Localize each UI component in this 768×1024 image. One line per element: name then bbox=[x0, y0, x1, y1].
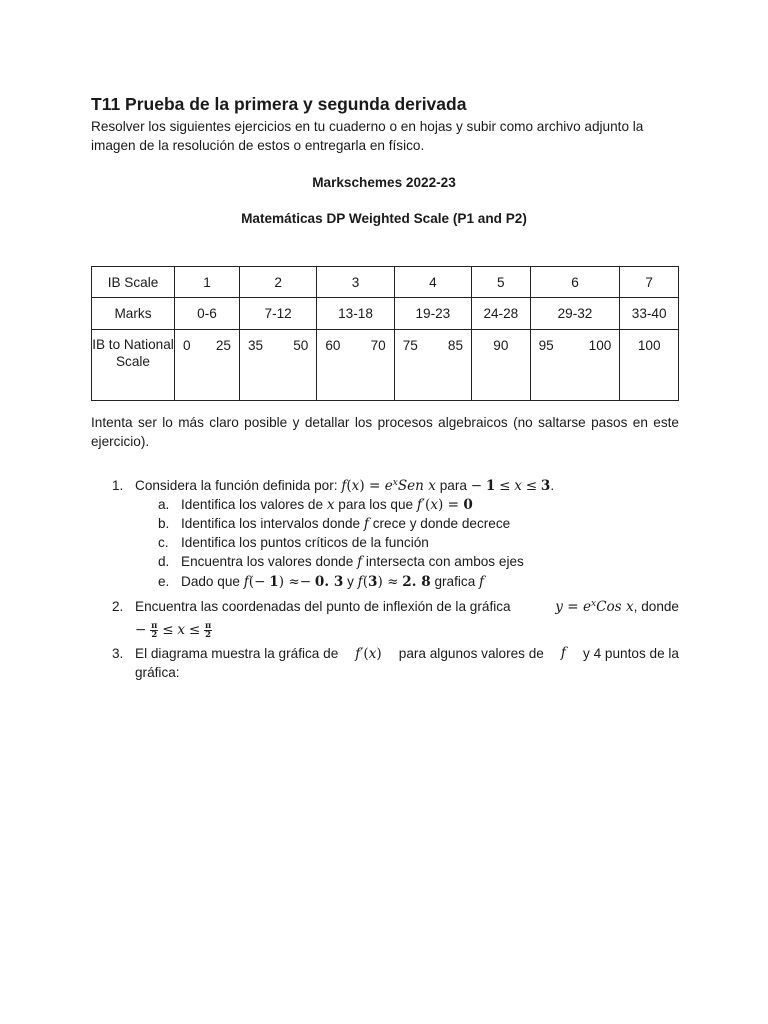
list-letter: c. bbox=[158, 535, 169, 550]
range-low: 60 bbox=[325, 338, 341, 353]
table-cell: 6 bbox=[530, 267, 620, 298]
row-header-national-scale: IB to National Scale bbox=[92, 330, 175, 401]
table-cell: 5 bbox=[472, 267, 531, 298]
list-number: 3. bbox=[112, 646, 124, 661]
text-fragment: El diagrama muestra la gráfica de bbox=[135, 646, 339, 661]
table-cell: 1 bbox=[175, 267, 240, 298]
table-cell bbox=[530, 330, 620, 401]
table-cell bbox=[175, 330, 240, 401]
list-letter: d. bbox=[158, 554, 170, 569]
text-fragment: para bbox=[435, 478, 471, 493]
text-fragment: Considera la función definida por: bbox=[135, 478, 342, 493]
range-high: 85 bbox=[447, 338, 464, 353]
text-fragment: crece y donde decrece bbox=[368, 516, 511, 531]
table-cell: 2 bbox=[239, 267, 316, 298]
range-low: 0 bbox=[183, 338, 191, 353]
text-fragment: grafica bbox=[430, 574, 480, 589]
exercise-text: Identifica los puntos críticos de la función bbox=[181, 535, 429, 550]
table-cell: 0-6 bbox=[175, 298, 240, 330]
exercise-text: Dado que f(− 1) ≈− 0. 3 y f(3) ≈ 2. 8 grafica f bbox=[181, 574, 485, 590]
table-cell: 3 bbox=[317, 267, 394, 298]
grading-scale-table bbox=[91, 266, 679, 401]
table-cell: 4 bbox=[394, 267, 471, 298]
text-fragment: , donde bbox=[633, 599, 679, 614]
range-high: 100 bbox=[588, 338, 612, 353]
text-fragment: para los que bbox=[334, 497, 417, 512]
list-letter: e. bbox=[158, 574, 170, 589]
range-low: 75 bbox=[402, 338, 418, 353]
list-number: 1. bbox=[112, 478, 124, 493]
range-low: 95 bbox=[538, 338, 554, 353]
exercise-text: Identifica los valores de x para los que f′(x) = 0 bbox=[181, 497, 473, 513]
table-cell bbox=[317, 330, 394, 401]
text-fragment: Identifica los intervalos donde bbox=[181, 516, 364, 531]
text-fragment: Encuentra las coordenadas del punto de inflexión de la gráfica bbox=[135, 599, 511, 614]
text-fragment: Identifica los valores de bbox=[181, 497, 327, 512]
table-cell bbox=[239, 330, 316, 401]
table-cell: 7 bbox=[620, 267, 679, 298]
exercise-text bbox=[135, 597, 679, 617]
list-letter: a. bbox=[158, 497, 170, 512]
range-high: 50 bbox=[293, 338, 309, 353]
range-high: 25 bbox=[215, 338, 231, 353]
table-row bbox=[92, 267, 679, 298]
row-header-ib-scale: IB Scale bbox=[92, 267, 175, 298]
formula: f′(x) bbox=[355, 646, 382, 662]
formula: f bbox=[560, 645, 566, 661]
formula: $y = e^xCos$ x, donde bbox=[555, 599, 679, 615]
list-letter: b. bbox=[158, 516, 170, 531]
table-cell: 19-23 bbox=[394, 298, 471, 330]
intro-text: Resolver los siguientes ejercicios en tu cuaderno o en hojas y subir como archivo adjunto la imagen de la resolución de estos o entregarla en físico. bbox=[91, 119, 644, 153]
exercise-2-domain: − $\frac{\pi}{2}$ ≤ x ≤ $\frac{\pi}{2}$ bbox=[135, 620, 212, 640]
table-cell bbox=[394, 330, 471, 401]
table-cell: 7-12 bbox=[239, 298, 316, 330]
weighted-scale-heading: Matemáticas DP Weighted Scale (P1 and P2) bbox=[241, 211, 527, 226]
list-number: 2. bbox=[112, 599, 124, 614]
table-cell: 100 bbox=[620, 330, 679, 401]
table-cell: 24-28 bbox=[472, 298, 531, 330]
exercise-3-continued: gráfica: bbox=[135, 665, 180, 680]
text-fragment: intersecta con ambos ejes bbox=[362, 554, 524, 569]
exercise-text: Considera la función definida por: $f(x) = e^xSen$ x para − 1 ≤ x ≤ 3. bbox=[135, 478, 555, 494]
table-cell: 33-40 bbox=[620, 298, 679, 330]
text-fragment: Encuentra los valores donde bbox=[181, 554, 358, 569]
table-cell: 90 bbox=[472, 330, 531, 401]
text-fragment: para algunos valores de bbox=[398, 646, 544, 661]
table-row bbox=[92, 330, 679, 401]
table-cell: 29-32 bbox=[530, 298, 620, 330]
text-fragment: y bbox=[343, 574, 358, 589]
range-high: 70 bbox=[370, 338, 386, 353]
table-cell: 13-18 bbox=[317, 298, 394, 330]
text-fragment: Dado que bbox=[181, 574, 244, 589]
markschemes-heading: Markschemes 2022-23 bbox=[312, 175, 456, 190]
table-row bbox=[92, 298, 679, 330]
page-title: T11 Prueba de la primera y segunda derivada bbox=[91, 94, 467, 114]
exercise-text: El diagrama muestra la gráfica de f′(x) para algunos valores de f y 4 puntos de la bbox=[135, 645, 679, 662]
exercise-text: Identifica los intervalos donde f crece y donde decrece bbox=[181, 516, 511, 532]
exercise-text: Encuentra los valores donde f intersecta con ambos ejes bbox=[181, 554, 524, 570]
row-header-marks: Marks bbox=[92, 298, 175, 330]
instructions-paragraph: Intenta ser lo más claro posible y detallar los procesos algebraicos (no saltarse pasos en este ejercicio). bbox=[91, 415, 679, 449]
range-low: 35 bbox=[247, 338, 264, 353]
